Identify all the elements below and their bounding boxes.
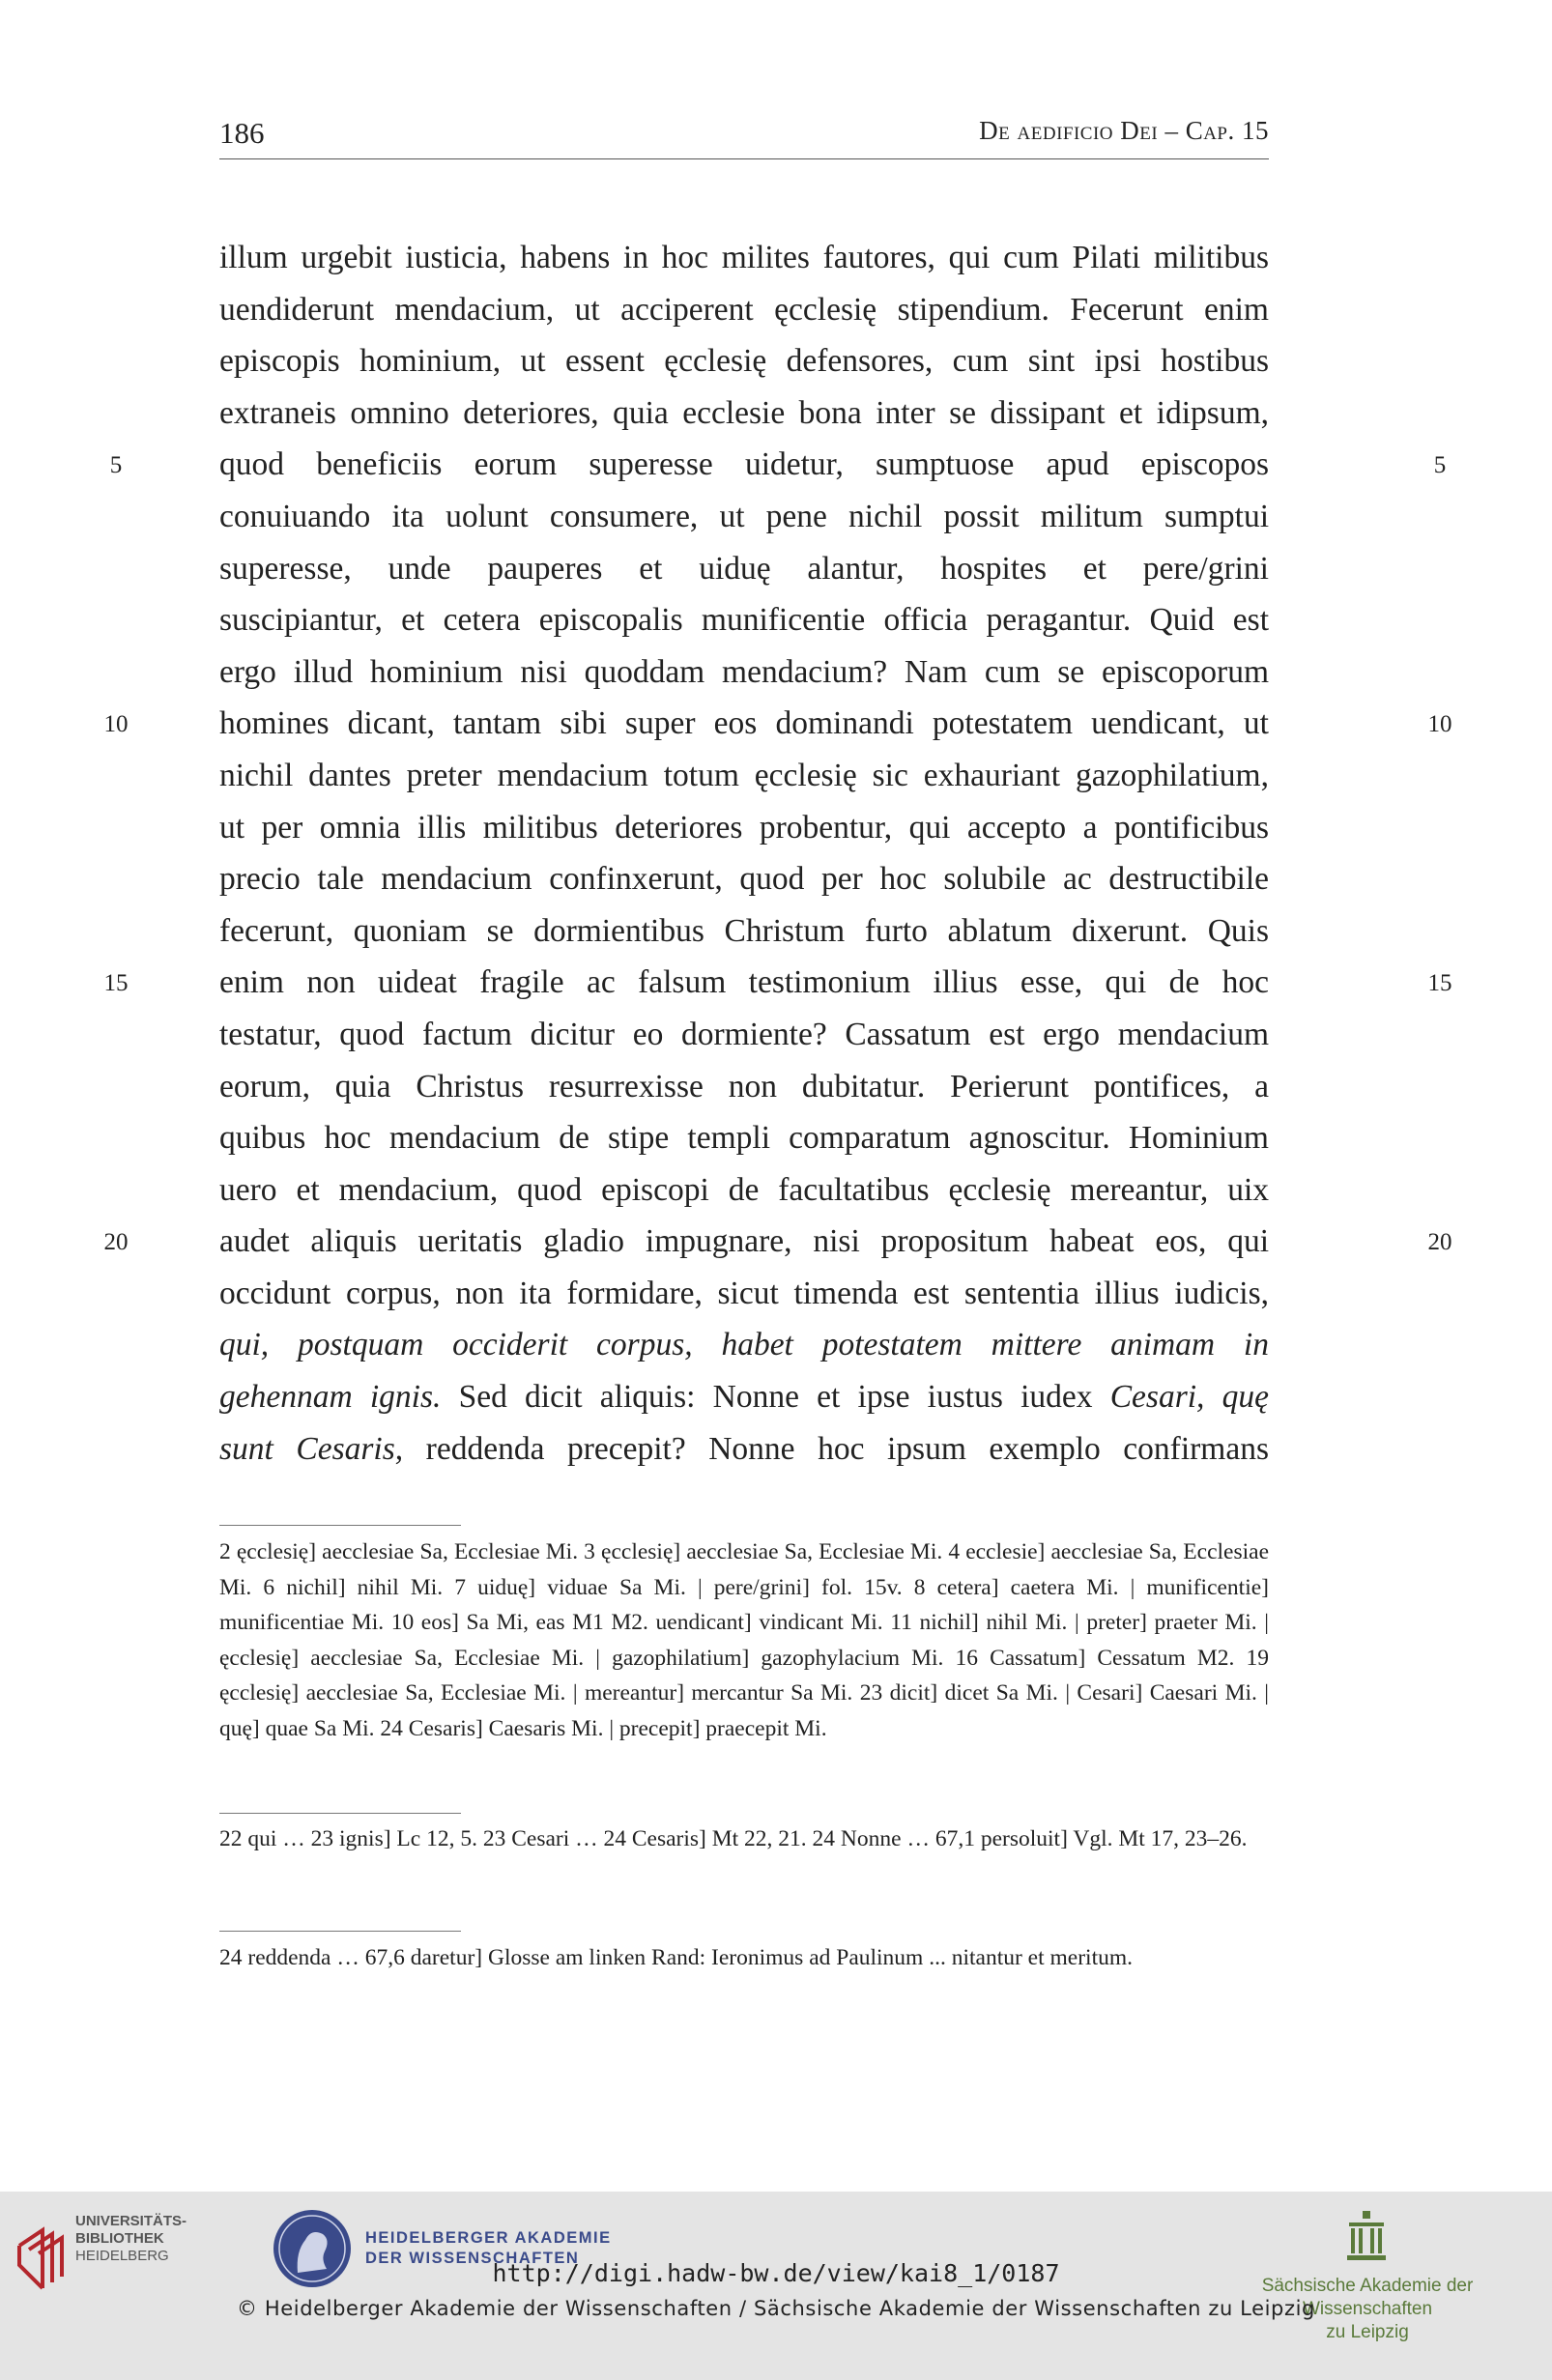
text-line: superesse, unde pauperes et uiduę alantur, hospites et pere/grini — [219, 550, 1269, 587]
saw-line: Sächsische Akademie der Wissenschaften — [1261, 2276, 1474, 2319]
text-line: quod beneficiis eorum superesse uidetur, sumptuose apud episcopos — [219, 446, 1269, 483]
text-span: Sed dicit aliquis: Nonne et ipse iustus iudex — [441, 1379, 1110, 1416]
line-number-right: 15 — [1427, 970, 1452, 996]
footnote-separator — [219, 1931, 461, 1932]
text-line: homines dicant, tantam sibi super eos dominandi potestatem uendicant, ut — [219, 705, 1269, 742]
line-number-right: 5 — [1433, 452, 1447, 478]
saxon-academy-building-icon — [1345, 2211, 1388, 2261]
apparatus-glosses-text: 24 reddenda … 67,6 daretur] Glosse am linken Rand: Ieronimus ad Paulinum ... nitantur et meritum. — [219, 1945, 1134, 1970]
text-line: uero et mendacium, quod episcopi de facultatibus ęcclesię mereantur, uix — [219, 1171, 1269, 1208]
text-line: precio tale mendacium confinxerunt, quod per hoc solubile ac destructibile — [219, 861, 1269, 898]
text-line — [219, 1371, 1269, 1423]
text-line: suscipiantur, et cetera episcopalis munificentie officia peragantur. Quid est — [219, 602, 1269, 639]
biblical-quote: gehennam ignis. — [219, 1379, 442, 1416]
text-line: occidunt corpus, non ita formidare, sicut timenda est sententia illius iudicis, — [219, 1275, 1269, 1311]
page-number: 186 — [219, 116, 265, 150]
text-line: ergo illud hominium nisi quoddam mendacium? Nam cum se episcoporum — [219, 653, 1269, 690]
line-number-right: 20 — [1427, 1229, 1452, 1255]
hadw-line: HEIDELBERGER AKADEMIE — [365, 2229, 612, 2247]
text-line: nichil dantes preter mendacium totum ęcclesię sic exhauriant gazophilatium, — [219, 757, 1269, 793]
text-line: conuiuando ita uolunt consumere, ut pene nichil possit militum sumptui — [219, 498, 1269, 534]
ub-line: HEIDELBERG — [75, 2248, 169, 2264]
ub-line: BIBLIOTHEK — [75, 2230, 164, 2247]
text-line: testatur, quod factum dicitur eo dormiente? Cassatum est ergo mendacium — [219, 1016, 1269, 1052]
hadw-line: DER WISSENSCHAFTEN — [365, 2250, 580, 2267]
text-line: enim non uideat fragile ac falsum testimonium illius esse, qui de hoc — [219, 964, 1269, 1001]
saw-line: zu Leipzig — [1326, 2322, 1409, 2342]
footnote-separator — [219, 1525, 461, 1526]
text-span: reddenda precepit? Nonne hoc ipsum exemplo confirmans — [403, 1430, 1269, 1467]
text-line: ut per omnia illis militibus deteriores probentur, qui accepto a pontificibus — [219, 809, 1269, 846]
main-text — [219, 232, 1269, 1475]
apparatus-glosses — [219, 1940, 1269, 1976]
line-number-left: 20 — [103, 1229, 129, 1255]
text-line — [219, 1423, 1269, 1476]
apparatus-criticus — [219, 1534, 1269, 1746]
biblical-quote: qui, postquam occiderit corpus, habet potestatem mittere animam in — [219, 1327, 1269, 1363]
apparatus-criticus-text: 2 ęcclesię] aecclesiae Sa, Ecclesiae Mi. 3 ęcclesię] aecclesiae Sa, Ecclesiae Mi. 4 ecclesie] aecclesiae Sa, Ecclesiae Mi. 6 nichil] nihil Mi. 7 uiduę] viduae Sa Mi. | pere/grini] fol. 15v. 8 cetera] caetera Mi. | munificentie] munificentiae Mi. 10 eos] Sa Mi, eas M1 M2. uendicant] vindicant Mi. 11 nichil] nihil Mi. | preter] praeter Mi. | ęcclesię] aecclesiae Sa, Ecclesiae Mi. | gazophilatium] gazophylacium Mi. 16 Cassatum] Cessatum M2. 19 ęcclesię] aecclesiae Sa, Ecclesiae Mi. | mereantur] mercantur Sa Mi. 23 dicit] dicet Sa Mi. | Cesari] Caesari Mi. | quę] quae Sa Mi. 24 Cesaris] Caesaris Mi. | precepit] praecepit Mi. — [219, 1539, 1269, 1741]
ub-line: UNIVERSITÄTS- — [75, 2213, 187, 2229]
page-header — [219, 116, 1269, 159]
footnote-separator — [219, 1813, 461, 1814]
university-library-name — [75, 2213, 187, 2265]
line-number-left: 10 — [103, 711, 129, 737]
text-line: illum urgebit iusticia, habens in hoc milites fautores, qui cum Pilati militibus — [219, 240, 1269, 275]
text-line: fecerunt, quoniam se dormientibus Christum furto ablatum dixerunt. Quis — [219, 912, 1269, 949]
text-line: audet aliquis ueritatis gladio impugnare, nisi propositum habeat eos, qui — [219, 1223, 1269, 1260]
line-number-right: 10 — [1427, 711, 1452, 737]
apparatus-fontium-text: 22 qui … 23 ignis] Lc 12, 5. 23 Cesari … 24 Cesaris] Mt 22, 21. 24 Nonne … 67,1 persoluit] Vgl. Mt 17, 23–26. — [219, 1826, 1248, 1851]
permalink-url[interactable]: http://digi.hadw-bw.de/view/kai8_1/0187 — [492, 2259, 1060, 2287]
text-line: episcopis hominium, ut essent ęcclesię defensores, cum sint ipsi hostibus — [219, 343, 1269, 380]
text-line: eorum, quia Christus resurrexisse non dubitatur. Perierunt pontifices, a — [219, 1068, 1269, 1104]
text-line: uendiderunt mendacium, ut acciperent ęcclesię stipendium. Fecerunt enim — [219, 291, 1269, 328]
running-title: De aedificio Dei – Cap. 15 — [979, 116, 1269, 145]
text-line — [219, 1319, 1269, 1371]
line-number-left: 15 — [103, 970, 129, 996]
text-line: extraneis omnino deteriores, quia ecclesie bona inter se dissipant et idipsum, — [219, 394, 1269, 431]
line-number-left: 5 — [109, 452, 123, 478]
biblical-quote: Cesari, quę — [1109, 1379, 1269, 1416]
copyright-notice: © Heidelberger Akademie der Wissenschaften / Sächsische Akademie der Wissenschaften zu Leipzig — [237, 2297, 1315, 2320]
text-line: quibus hoc mendacium de stipe templi comparatum agnoscitur. Hominium — [219, 1120, 1269, 1157]
biblical-quote: sunt Cesaris, — [219, 1430, 404, 1467]
apparatus-fontium — [219, 1821, 1269, 1857]
